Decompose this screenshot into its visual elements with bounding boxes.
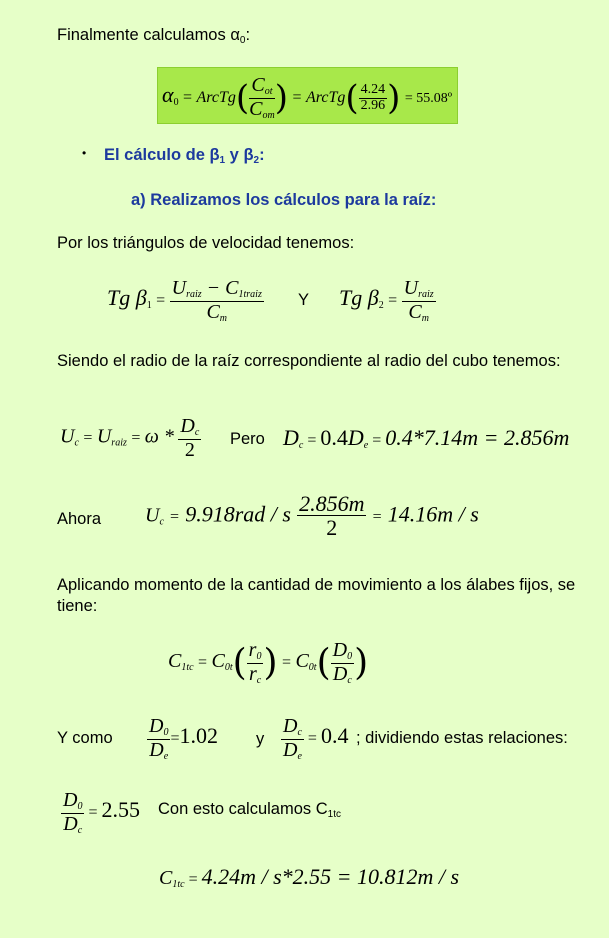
equation-dc-de: $\frac{D_c}{D_e}$ = 0.4 bbox=[283, 715, 349, 762]
paragraph-radio: Siendo el radio de la raíz correspondiente al radio del cubo tenemos: bbox=[57, 352, 561, 370]
paragraph-triangles: Por los triángulos de velocidad tenemos: bbox=[57, 234, 355, 252]
equation-dc: $D_c = 0.4D_e = 0.4*7.14m = 2.856m$ bbox=[283, 425, 570, 451]
heading-raiz: a) Realizamos los cálculos para la raíz: bbox=[131, 191, 437, 209]
equation-ahora: $U_c = 9.918rad / s$ $\frac{2.856m}{2}$ = 14.16m / s bbox=[145, 491, 479, 541]
dividiendo-text: ; dividiendo estas relaciones: bbox=[356, 729, 568, 747]
y-como-label: Y como bbox=[57, 729, 113, 747]
heading-beta: El cálculo de $\beta_1$ y $\beta_2$: bbox=[104, 146, 265, 166]
equation-d0-dc: $\frac{D_0}{D_c}$ = 2.55 bbox=[63, 789, 140, 836]
ahora-label: Ahora bbox=[57, 510, 102, 528]
y-word: y bbox=[256, 730, 265, 748]
equation-c1tc: $C_{1tc} = C_{0t}$( $\frac{r_0}{r_c}$ ) = $C_{0t}$( $\frac{D_0}{D_c}$ ) bbox=[168, 639, 369, 686]
intro-text: Finalmente calculamos $\alpha_0$: bbox=[57, 26, 251, 46]
alpha-equation-box bbox=[157, 67, 458, 124]
equation-final: $C_{1tc} = 4.24m / s*2.55 = 10.812m / s$ bbox=[159, 864, 460, 890]
alpha-equation: $\alpha_0$ = ArcTg( $\frac{C_{ot}}{C_{om}}$ ) = ArcTg( $\frac{4.24}{2.96}$ ) = 55.08º bbox=[162, 74, 453, 121]
equation-uc: $U_c = U_{raiz} = \omega$ * $\frac{D_c}{2}$ bbox=[60, 415, 200, 461]
con-esto-text: Con esto calculamos $C_{1tc}$ bbox=[158, 800, 342, 820]
equation-beta1: Tg $\beta_1$ = $\frac{U_{raiz} - C_{1traiz}}{C_m}$ bbox=[107, 277, 262, 324]
bullet: • bbox=[82, 146, 87, 160]
pero-label: Pero bbox=[230, 430, 265, 448]
y-letter: Y bbox=[298, 291, 310, 309]
equation-beta2: Tg $\beta_2$ = $\frac{U_{raiz}}{C_m}$ bbox=[339, 277, 434, 324]
equation-d0-de: $\frac{D_0}{D_e}$ =1.02 bbox=[149, 715, 218, 762]
paragraph-momento: Aplicando momento de la cantidad de movimiento a los álabes fijos, se tiene: bbox=[57, 576, 576, 615]
